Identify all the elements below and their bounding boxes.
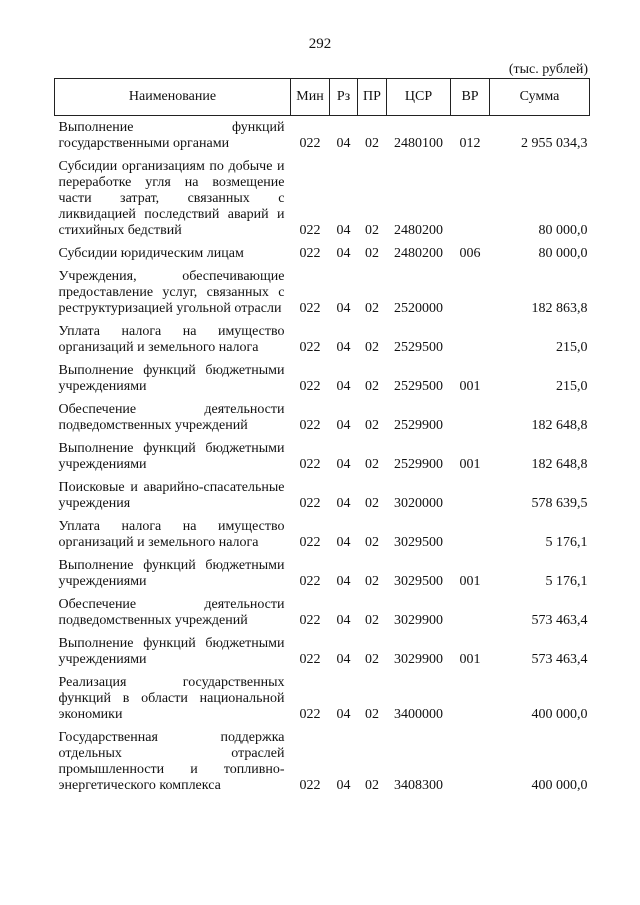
cell-sum: 400 000,0 (531, 778, 588, 793)
cell-rz: 04 (336, 301, 351, 316)
table-row (55, 154, 590, 241)
cell-rz: 04 (336, 778, 351, 793)
cell-pr: 02 (365, 223, 379, 238)
cell-rz: 04 (336, 340, 351, 355)
header-row (55, 79, 590, 116)
cell-min: 022 (299, 340, 321, 355)
cell-vr: 001 (459, 574, 481, 589)
cell-rz: 04 (336, 379, 351, 394)
cell-vr (451, 154, 490, 241)
cell-name: Выполнение функций бюджетными учреждениями (58, 636, 285, 667)
cell-name: Уплата налога на имущество организаций и земельного налога (58, 324, 285, 355)
units-label: (тыс. рублей) (508, 62, 588, 77)
cell-pr: 02 (365, 301, 379, 316)
cell-pr: 02 (365, 535, 379, 550)
table-row (55, 436, 590, 475)
cell-pr: 02 (365, 136, 379, 151)
cell-name: Уплата налога на имущество организаций и земельного налога (58, 519, 285, 550)
cell-min: 022 (299, 707, 321, 722)
cell-min: 022 (299, 301, 321, 316)
cell-pr: 02 (365, 613, 379, 628)
cell-sum: 182 648,8 (531, 418, 588, 433)
cell-sum: 2 955 034,3 (521, 136, 588, 151)
cell-rz: 04 (336, 223, 351, 238)
cell-min: 022 (299, 379, 321, 394)
cell-min: 022 (299, 223, 321, 238)
cell-rz: 04 (336, 136, 351, 151)
cell-name: Поисковые и аварийно-спасательные учреждения (58, 480, 285, 511)
cell-vr: 012 (459, 136, 481, 151)
cell-rz: 04 (336, 574, 351, 589)
cell-pr: 02 (365, 418, 379, 433)
cell-name: Выполнение функций бюджетными учреждениями (58, 558, 285, 589)
table-row (55, 264, 590, 319)
cell-min: 022 (299, 778, 321, 793)
cell-min: 022 (299, 535, 321, 550)
header-sum: Сумма (490, 79, 590, 116)
cell-csr: 3029500 (394, 574, 443, 589)
cell-csr: 2529500 (394, 379, 443, 394)
cell-rz: 04 (336, 535, 351, 550)
cell-sum: 5 176,1 (545, 535, 588, 550)
cell-min: 022 (299, 652, 321, 667)
cell-vr (451, 397, 490, 436)
cell-csr: 3408300 (394, 778, 443, 793)
cell-csr: 2480100 (394, 136, 443, 151)
cell-min: 022 (299, 496, 321, 511)
cell-rz: 04 (336, 652, 351, 667)
cell-min: 022 (299, 613, 321, 628)
cell-csr: 3020000 (394, 496, 443, 511)
table-row (55, 553, 590, 592)
cell-csr: 2480200 (394, 223, 443, 238)
cell-pr: 02 (365, 340, 379, 355)
table-row (55, 725, 590, 796)
table-row (55, 397, 590, 436)
cell-csr: 2529500 (394, 340, 443, 355)
cell-pr: 02 (365, 496, 379, 511)
cell-csr: 3029900 (394, 652, 443, 667)
header-rz: Рз (330, 79, 358, 116)
cell-sum: 573 463,4 (531, 613, 588, 628)
table-row (55, 631, 590, 670)
header-pr: ПР (358, 79, 387, 116)
cell-vr (451, 319, 490, 358)
cell-csr: 3029500 (394, 535, 443, 550)
cell-name: Обеспечение деятельности подведомственных учреждений (58, 597, 285, 628)
cell-vr: 001 (459, 457, 481, 472)
cell-name: Субсидии юридическим лицам (58, 246, 244, 261)
cell-sum: 215,0 (556, 379, 588, 394)
cell-sum: 182 648,8 (531, 457, 588, 472)
cell-sum: 5 176,1 (545, 574, 588, 589)
cell-pr: 02 (365, 707, 379, 722)
cell-sum: 215,0 (556, 340, 588, 355)
cell-name: Субсидии организациям по добыче и переработке угля на возмещение части затрат, связанных с ликвидацией последствий аварий и стихийных бедствий (58, 159, 285, 238)
cell-min: 022 (299, 136, 321, 151)
cell-vr: 001 (459, 652, 481, 667)
cell-csr: 2520000 (394, 301, 443, 316)
cell-pr: 02 (365, 652, 379, 667)
cell-name: Реализация государственных функций в области национальной экономики (58, 675, 285, 722)
cell-csr: 2529900 (394, 418, 443, 433)
cell-vr (451, 264, 490, 319)
cell-pr: 02 (365, 778, 379, 793)
cell-vr (451, 592, 490, 631)
cell-csr: 2529900 (394, 457, 443, 472)
cell-vr: 001 (459, 379, 481, 394)
cell-rz: 04 (336, 707, 351, 722)
cell-sum: 578 639,5 (531, 496, 588, 511)
cell-min: 022 (299, 246, 321, 261)
cell-rz: 04 (336, 613, 351, 628)
header-vr: ВР (451, 79, 490, 116)
cell-min: 022 (299, 574, 321, 589)
budget-table (54, 78, 590, 796)
cell-vr (451, 475, 490, 514)
table-row (55, 475, 590, 514)
cell-sum: 400 000,0 (531, 707, 588, 722)
cell-rz: 04 (336, 496, 351, 511)
cell-name: Обеспечение деятельности подведомственных учреждений (58, 402, 285, 433)
table-row (55, 514, 590, 553)
header-min: Мин (291, 79, 330, 116)
cell-name: Выполнение функций бюджетными учреждениями (58, 363, 285, 394)
table-row (55, 319, 590, 358)
cell-vr (451, 725, 490, 796)
table-row (55, 358, 590, 397)
cell-rz: 04 (336, 246, 351, 261)
table-row (55, 116, 590, 155)
cell-vr (451, 670, 490, 725)
table-row (55, 592, 590, 631)
header-csr: ЦСР (387, 79, 451, 116)
cell-name: Выполнение функций бюджетными учреждениями (58, 441, 285, 472)
cell-vr: 006 (459, 246, 481, 261)
page-number: 292 (308, 36, 332, 52)
cell-vr (451, 514, 490, 553)
cell-sum: 182 863,8 (531, 301, 588, 316)
cell-pr: 02 (365, 379, 379, 394)
cell-csr: 3029900 (394, 613, 443, 628)
table-row (55, 670, 590, 725)
cell-sum: 573 463,4 (531, 652, 588, 667)
header-name: Наименование (55, 79, 291, 116)
cell-min: 022 (299, 457, 321, 472)
cell-min: 022 (299, 418, 321, 433)
cell-rz: 04 (336, 418, 351, 433)
cell-pr: 02 (365, 246, 379, 261)
cell-name: Выполнение функций государственными органами (58, 120, 285, 151)
cell-csr: 3400000 (394, 707, 443, 722)
cell-rz: 04 (336, 457, 351, 472)
cell-sum: 80 000,0 (538, 223, 588, 238)
table-row (55, 241, 590, 264)
cell-pr: 02 (365, 574, 379, 589)
cell-name: Учреждения, обеспечивающие предоставление услуг, связанных с реструктуризацией угольной отрасли (58, 269, 285, 316)
cell-sum: 80 000,0 (538, 246, 588, 261)
cell-pr: 02 (365, 457, 379, 472)
cell-csr: 2480200 (394, 246, 443, 261)
cell-name: Государственная поддержка отдельных отраслей промышленности и топливно-энергетического комплекса (58, 730, 285, 793)
